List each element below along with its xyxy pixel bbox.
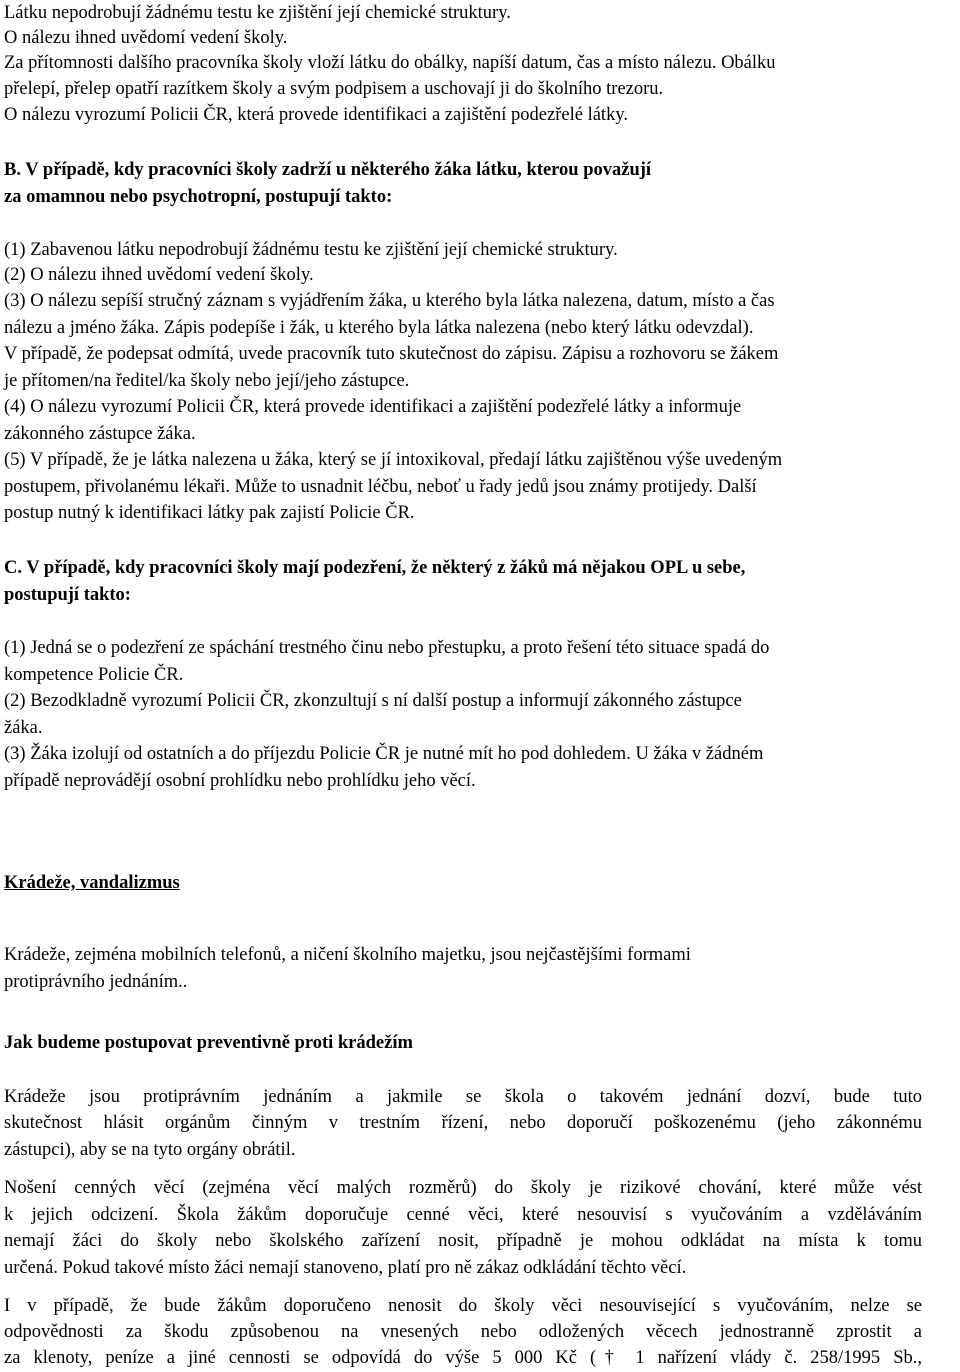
text-line: V případě, že podepsat odmítá, uvede pracovník tuto skutečnost do zápisu. Zápisu a rozhovoru se žákem [4, 344, 779, 364]
section-c-heading: postupují takto: [4, 585, 131, 605]
text-line: k jejich odcizení. Škola žákům doporučuje cenné věci, které nesouvisí s vyučováním a vzděláváním [4, 1205, 922, 1225]
text-line: (3) Žáka izolují od ostatních a do příjezdu Policie ČR je nutné mít ho pod dohledem. U žáka v žádném [4, 744, 764, 764]
text-line: (1) Jedná se o podezření ze spáchání trestného činu nebo přestupku, a proto řešení této situace spadá do [4, 638, 770, 658]
text-line: Krádeže jsou protiprávním jednáním a jakmile se škola o takovém jednání dozví, bude tuto [4, 1087, 922, 1107]
text-line: (2) Bezodkladně vyrozumí Policii ČR, zkonzultují s ní další postup a informují zákonného zástupce [4, 691, 742, 711]
text-line: O nálezu ihned uvědomí vedení školy. [4, 28, 288, 48]
text-line: kompetence Policie ČR. [4, 665, 184, 685]
text-line: protiprávního jednáním.. [4, 972, 188, 992]
text-line: nálezu a jméno žáka. Zápis podepíše i žák, u kterého byla látka nalezena (nebo který látku odevzdal). [4, 318, 754, 338]
text-line: (2) O nálezu ihned uvědomí vedení školy. [4, 265, 314, 285]
text-line: (4) O nálezu vyrozumí Policii ČR, která provede identifikaci a zajištění podezřelé látky a informuje [4, 397, 742, 417]
text-line: Za přítomnosti dalšího pracovníka školy vloží látku do obálky, napíší datum, čas a místo nálezu. Obálku [4, 53, 776, 73]
section-b-heading: za omamnou nebo psychotropní, postupují takto: [4, 187, 393, 207]
text-line: zástupci), aby se na tyto orgány obrátil. [4, 1140, 296, 1160]
text-line: nemají žáci do školy nebo školského zařízení nosit, případně je mohou odkládat na místa k tomu [4, 1231, 922, 1251]
text-line: skutečnost hlásit orgánům činným v trestním řízení, nebo doporučí poškozenému (jeho zákonnému [4, 1113, 922, 1133]
text-line: postup nutný k identifikaci látky pak zajistí Policie ČR. [4, 503, 415, 523]
text-line: I v případě, že bude žákům doporučeno nenosit do školy věci nesouvisející s vyučováním, nelze se [4, 1296, 922, 1316]
section-title-theft: Krádeže, vandalizmus [4, 873, 180, 893]
text-line: určená. Pokud takové místo žáci nemají stanoveno, platí pro ně zákaz odkládání těchto věcí. [4, 1258, 687, 1278]
subheading-prevention: Jak budeme postupovat preventivně proti krádežím [4, 1033, 413, 1053]
text-line: (3) O nálezu sepíší stručný záznam s vyjádřením žáka, u kterého byla látka nalezena, datum, místo a čas [4, 291, 775, 311]
text-line: přelepí, přelep opatří razítkem školy a svým podpisem a uschovají ji do školního trezoru. [4, 79, 664, 99]
text-line: zákonného zástupce žáka. [4, 424, 196, 444]
text-line: (5) V případě, že je látka nalezena u žáka, který se jí intoxikoval, předají látku zajištěnou výše uvedeným [4, 450, 783, 470]
text-line: Krádeže, zejména mobilních telefonů, a ničení školního majetku, jsou nejčastějšími formami [4, 945, 691, 965]
text-line: případě neprovádějí osobní prohlídku nebo prohlídku jeho věcí. [4, 771, 476, 791]
text-line: O nálezu vyrozumí Policii ČR, která provede identifikaci a zajištění podezřelé látky. [4, 105, 628, 125]
text-line: Nošení cenných věcí (zejména věcí malých rozměrů) do školy je rizikové chování, které může vést [4, 1178, 922, 1198]
text-line: Látku nepodrobují žádnému testu ke zjištění její chemické struktury. [4, 3, 511, 23]
text-line: je přítomen/na ředitel/ka školy nebo její/jeho zástupce. [4, 371, 410, 391]
text-line: za klenoty, peníze a jiné cennosti se odpovídá do výše 5 000 Kč († 1 nařízení vlády č. 258/1995 Sb., [4, 1348, 922, 1368]
section-c-heading: C. V případě, kdy pracovníci školy mají podezření, že některý z žáků má nějakou OPL u sebe, [4, 558, 746, 578]
text-line: odpovědnosti za škodu způsobenou na vnesených nebo odložených věcech jednostranně zprostit a [4, 1322, 922, 1342]
text-line: postupem, přivolanému lékaři. Může to usnadnit léčbu, neboť u řady jedů jsou známy protijedy. Další [4, 477, 757, 497]
text-line: žáka. [4, 718, 43, 738]
text-line: (1) Zabavenou látku nepodrobují žádnému testu ke zjištění její chemické struktury. [4, 240, 618, 260]
section-b-heading: B. V případě, kdy pracovníci školy zadrží u některého žáka látku, kterou považují [4, 160, 652, 180]
